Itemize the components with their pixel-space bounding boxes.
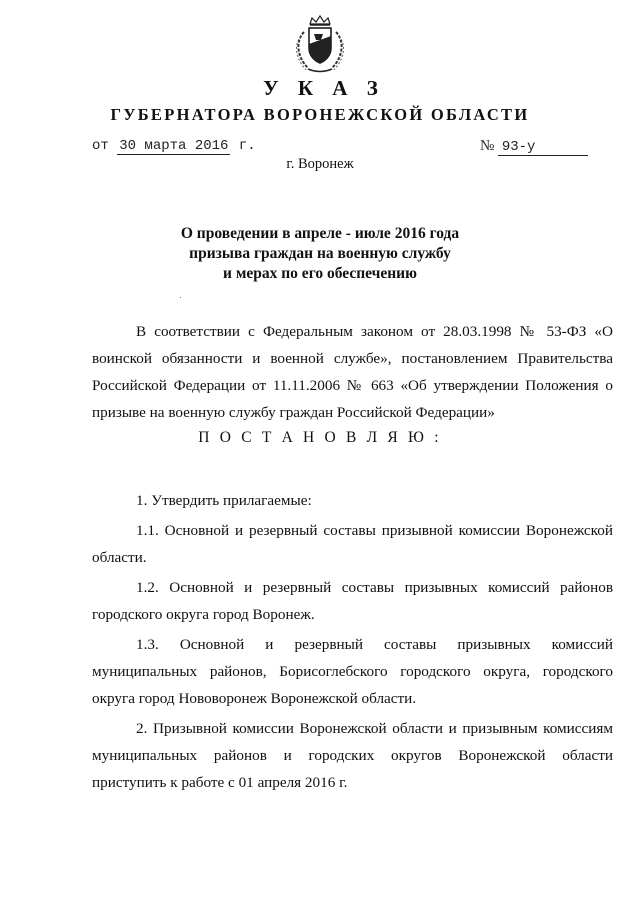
decree-item: 1.3. Основной и резервный составы призывных комиссий муниципальных районов, Борисоглебского городского округа, городского округа город Нововоронеж Воронежской области.	[92, 636, 613, 707]
decree-item: 1. Утвердить прилагаемые:	[136, 492, 312, 509]
decree-items	[92, 487, 613, 796]
preamble-block	[92, 318, 613, 426]
coat-of-arms-icon	[290, 14, 350, 76]
number-value: 93-у	[498, 139, 588, 156]
subject-line: призыва граждан на военную службу	[189, 245, 451, 262]
city-line: г. Воронеж	[286, 156, 354, 172]
decree-subject	[0, 224, 640, 284]
scan-speck	[180, 297, 181, 298]
subject-line: и мерах по его обеспечению	[223, 265, 417, 282]
decree-item: 1.1. Основной и резервный составы призывной комиссии Воронежской области.	[92, 522, 613, 566]
subject-line: О проведении в апреле - июле 2016 года	[180, 225, 460, 242]
decree-word: П О С Т А Н О В Л Я Ю :	[198, 429, 442, 446]
decree-date	[92, 138, 256, 154]
decree-number	[480, 138, 588, 156]
issuer-title: ГУБЕРНАТОРА ВОРОНЕЖСКОЙ ОБЛАСТИ	[110, 105, 530, 124]
date-value: 30 марта 2016	[119, 138, 229, 154]
number-label: №	[480, 138, 495, 154]
decree-item: 2. Призывной комиссии Воронежской области и призывным комиссиям муниципальных районов и городских округов Воронежской области приступить к работе с 01 апреля 2016 г.	[92, 720, 613, 791]
date-suffix: г.	[238, 138, 256, 154]
document-type-title: У К А З	[263, 76, 385, 100]
date-prefix: от	[92, 138, 109, 154]
preamble-paragraph: В соответствии с Федеральным законом от 28.03.1998 № 53-ФЗ «О воинской обязанности и военной службе», постановлением Правительства Российской Федерации от 11.11.2006 № 663 «Об утверждении Положения о призыве на военную службу граждан Российской Федерации»	[92, 323, 613, 421]
decree-item: 1.2. Основной и резервный составы призывных комиссий районов городского округа город Воронеж.	[92, 579, 613, 623]
